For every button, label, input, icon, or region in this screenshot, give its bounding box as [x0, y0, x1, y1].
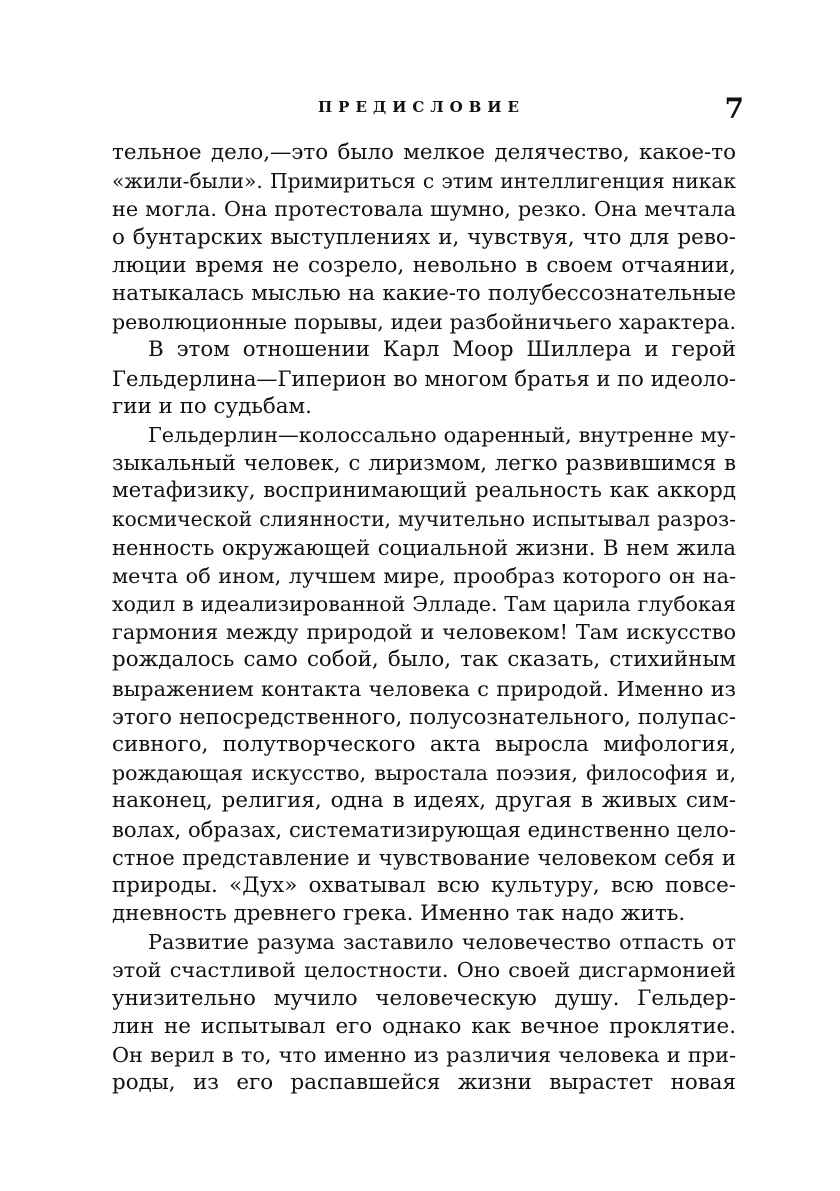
running-title: ПРЕДИСЛОВИЕ — [318, 98, 525, 116]
text-line: лин не испытывал его однако как вечное проклятие. — [112, 1013, 736, 1039]
text-line: стное представление и чувствование человеком себя и — [112, 844, 736, 870]
text-line: наконец, религия, одна в идеях, другая в живых сим- — [112, 788, 736, 814]
text-line: «жили-были». Примириться с этим интеллигенция никак — [112, 169, 736, 194]
text-line: унизительно мучило человеческую душу. Гельдер- — [112, 985, 736, 1011]
text-line: роды, из его распавшейся жизни вырастет новая — [112, 1070, 736, 1096]
text-line: гии и по судьбам. — [112, 393, 312, 419]
text-line: Гельдерлина—Гиперион во многом братья и по идеоло- — [112, 365, 736, 391]
text-line: ненность окружающей социальной жизни. В нем жила — [112, 534, 736, 560]
text-line: о бунтарских выступлениях и, чувствуя, что для рево- — [112, 224, 736, 250]
paragraph-2 — [112, 336, 736, 421]
paragraph-4 — [112, 928, 736, 1097]
text-line: революционные порывы, идеи разбойничьего характера. — [112, 310, 736, 335]
text-line: натыкалась мыслью на какие-то полубессознательные — [112, 280, 736, 306]
text-line: Гельдерлин—колоссально одаренный, внутренне му- — [148, 422, 736, 447]
paragraph-1 — [112, 139, 736, 336]
text-line: метафизику, воспринимающий реальность как аккорд — [112, 478, 736, 504]
page-number: 7 — [724, 92, 744, 125]
text-line: выражением контакта человека с природой. Именно из — [112, 676, 736, 701]
text-line: зыкальный человек, с лиризмом, легко развившимся в — [112, 450, 736, 476]
text-line: В этом отношении Карл Моор Шиллера и герой — [148, 337, 736, 363]
text-line: этой счастливой целостности. Оно своей дисгармонией — [112, 958, 736, 983]
text-line: тельное дело,—это было мелкое делячество, какое-то — [112, 140, 736, 165]
text-line: люции время не созрело, невольно в своем отчаянии, — [112, 252, 736, 278]
text-line: дневность древнего грека. Именно так надо жить. — [112, 901, 686, 927]
text-line: мечта об ином, лучшем мире, прообраз которого он на- — [112, 563, 736, 588]
text-line: волах, образах, систематизирующая единственно цело- — [112, 816, 736, 842]
text-line: не могла. Она протестовала шумно, резко. Она мечтала — [112, 197, 736, 222]
text-line: ходил в идеализированной Элладе. Там царила глубокая — [112, 592, 736, 616]
body-text — [112, 139, 736, 1097]
text-line: Развитие разума заставило человечество отпасть от — [148, 930, 736, 955]
text-line: рождалось само собой, было, так сказать, стихийным — [112, 647, 736, 673]
text-line: гармония между природой и человеком! Там искусство — [112, 620, 736, 645]
running-head — [110, 92, 750, 126]
text-line: этого непосредственного, полусознательного, полупас- — [112, 703, 736, 729]
text-line: Он верил в то, что именно из различия человека и при- — [112, 1043, 736, 1067]
text-line: рождающая искусство, выростала поэзия, философия и, — [112, 761, 736, 786]
paragraph-3 — [112, 421, 736, 928]
text-line: космической слиянности, мучительно испытывал разроз- — [112, 507, 736, 532]
text-line: сивного, полутворческого акта выросла мифология, — [112, 731, 736, 757]
text-line: природы. «Дух» охватывал всю культуру, всю повсе- — [112, 872, 736, 898]
